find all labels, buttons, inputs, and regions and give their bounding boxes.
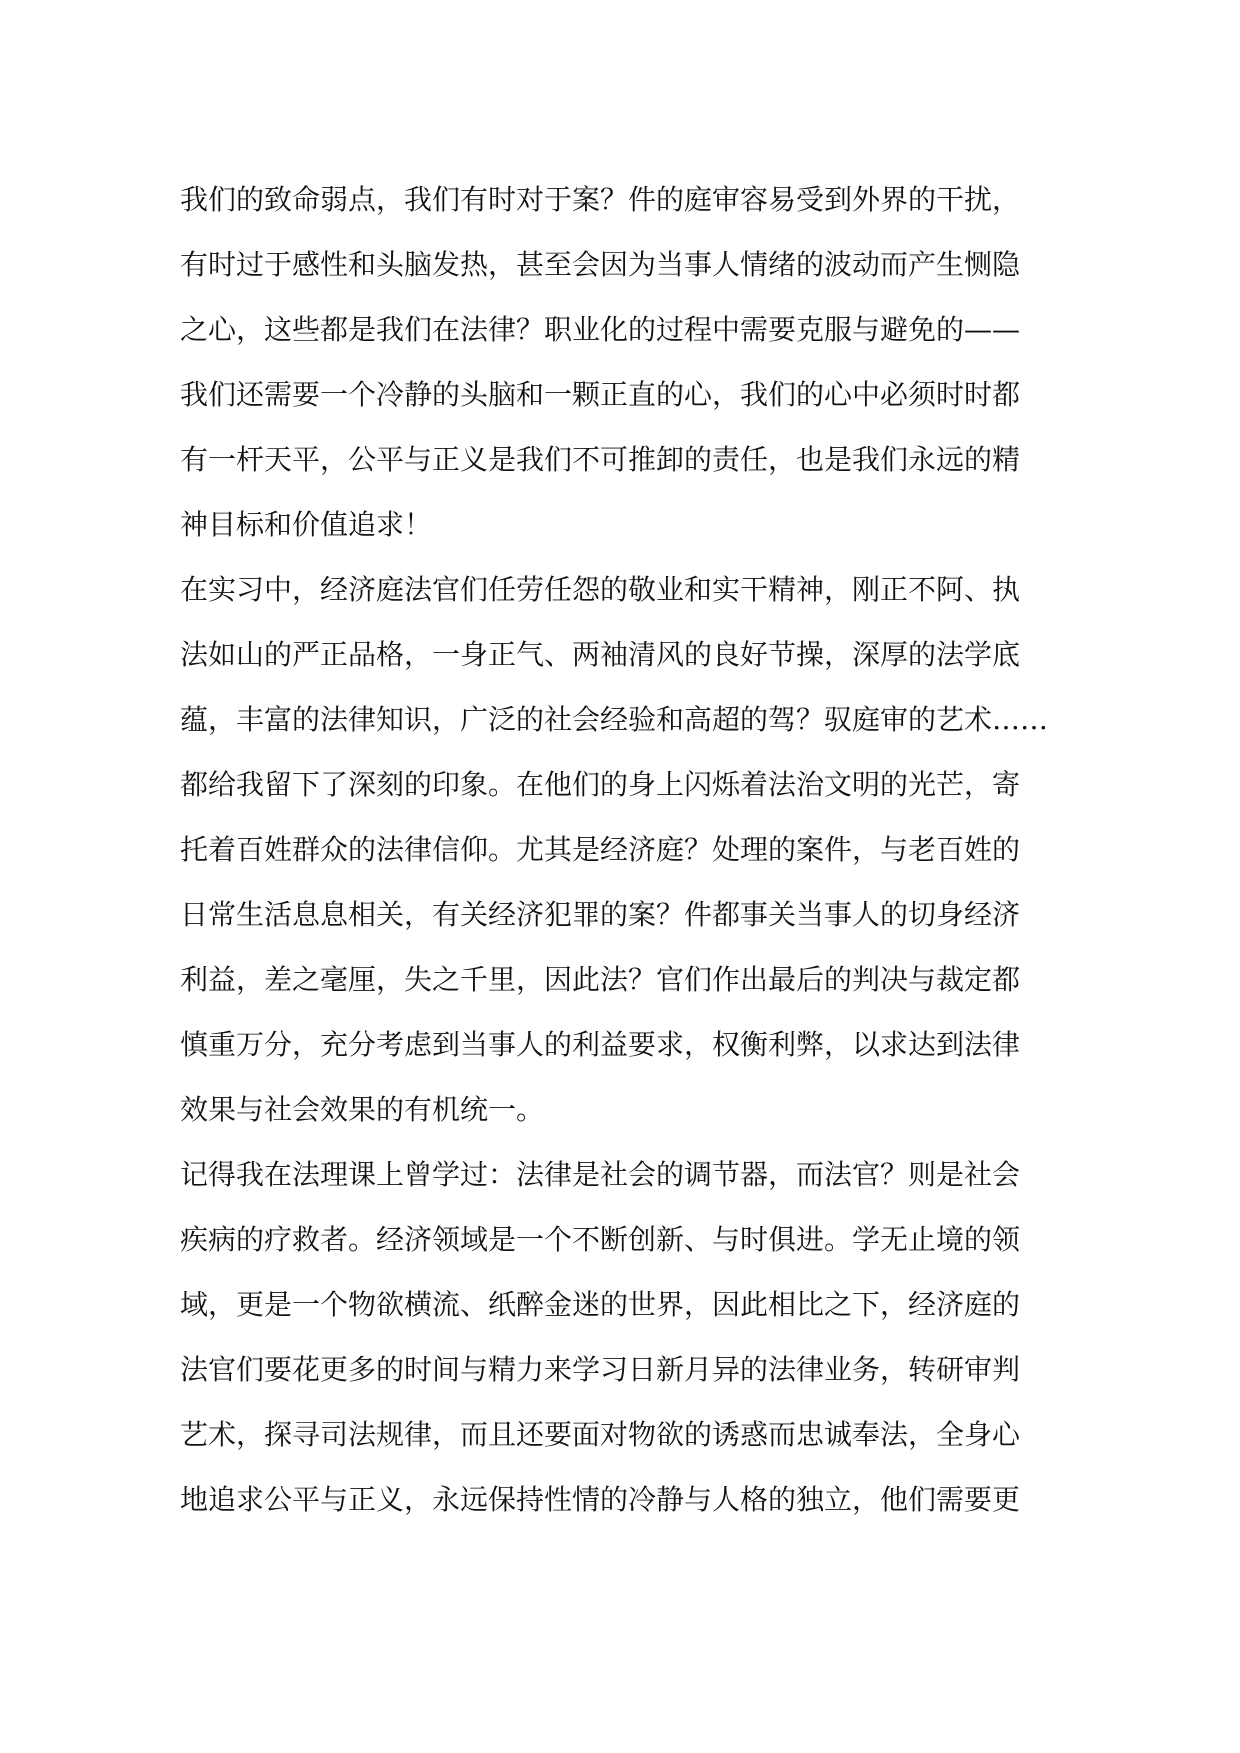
text-line-14: 慎重万分，充分考虑到当事人的利益要求，权衡利弊，以求达到法律: [180, 1028, 1021, 1061]
text-line-12: 日常生活息息相关，有关经济犯罪的案？件都事关当事人的切身经济: [180, 898, 1021, 931]
text-line-3: 之心，这些都是我们在法律？职业化的过程中需要克服与避免的——: [180, 313, 1021, 346]
text-line-10: 都给我留下了深刻的印象。在他们的身上闪烁着法治文明的光芒，寄: [180, 768, 1021, 801]
text-line-9: 蕴，丰富的法律知识，广泛的社会经验和高超的驾？驭庭审的艺术……: [180, 703, 1049, 736]
text-line-1: 我们的致命弱点，我们有时对于案？件的庭审容易受到外界的干扰，: [180, 183, 1021, 216]
text-line-6: 神目标和价值追求！: [180, 508, 433, 541]
text-line-15: 效果与社会效果的有机统一。: [180, 1093, 545, 1126]
text-line-19: 法官们要花更多的时间与精力来学习日新月异的法律业务，转研审判: [180, 1353, 1021, 1386]
text-line-2: 有时过于感性和头脑发热，甚至会因为当事人情绪的波动而产生恻隐: [180, 248, 1021, 281]
body-text: [180, 167, 1060, 1532]
text-line-20: 艺术，探寻司法规律，而且还要面对物欲的诱惑而忠诚奉法，全身心: [180, 1418, 1021, 1451]
text-line-18: 域，更是一个物欲横流、纸醉金迷的世界，因此相比之下，经济庭的: [180, 1288, 1021, 1321]
text-line-21: 地追求公平与正义，永远保持性情的冷静与人格的独立，他们需要更: [180, 1483, 1021, 1516]
text-line-7: 在实习中，经济庭法官们任劳任怨的敬业和实干精神，刚正不阿、执: [180, 573, 1021, 606]
text-line-4: 我们还需要一个冷静的头脑和一颗正直的心，我们的心中必须时时都: [180, 378, 1021, 411]
text-line-17: 疾病的疗救者。经济领域是一个不断创新、与时俱进。学无止境的领: [180, 1223, 1021, 1256]
text-line-8: 法如山的严正品格，一身正气、两袖清风的良好节操，深厚的法学底: [180, 638, 1021, 671]
text-line-13: 利益，差之毫厘，失之千里，因此法？官们作出最后的判决与裁定都: [180, 963, 1021, 996]
text-line-11: 托着百姓群众的法律信仰。尤其是经济庭？处理的案件，与老百姓的: [180, 833, 1021, 866]
text-line-16: 记得我在法理课上曾学过：法律是社会的调节器，而法官？则是社会: [180, 1158, 1021, 1191]
text-line-5: 有一杆天平，公平与正义是我们不可推卸的责任，也是我们永远的精: [180, 443, 1021, 476]
